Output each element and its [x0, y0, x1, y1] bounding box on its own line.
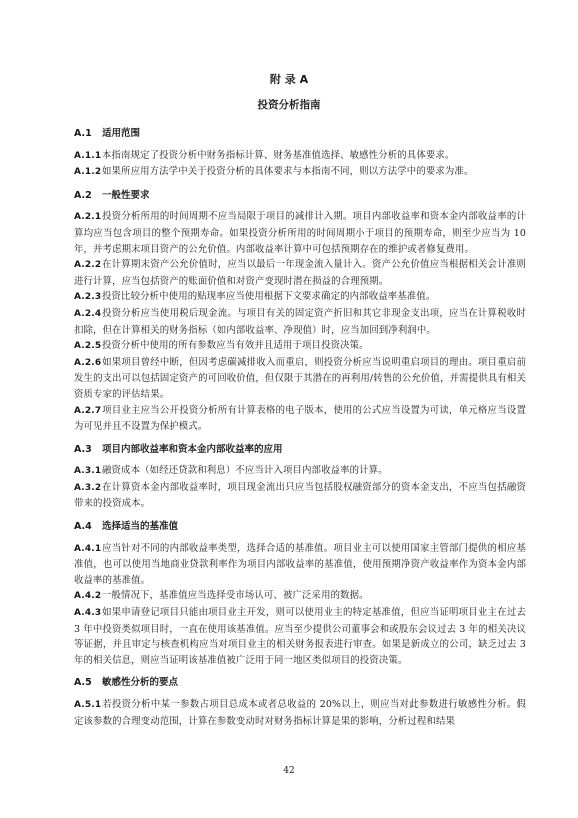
clause-number: A.2.2: [74, 260, 102, 271]
section-title: 敏感性分析的要点: [102, 677, 179, 689]
clause-text: 投资分析应当使用税后现金流。与项目有关的固定资产折旧和其它非现金支出项，应当在计算税收时扣除，但在计算相关的财务指标（如内部收益率、净现值）时，应当加回到净利润中。: [74, 307, 526, 336]
clause: [74, 289, 526, 306]
clause: [74, 605, 526, 668]
clause-number: A.2.5: [74, 341, 102, 352]
section-title: 适用范围: [102, 128, 141, 139]
clause-text: 若投资分析中某一参数占项目总成本或者总收益的 20%以上，则应当对此参数进行敏感性分析。假定该参数的合理变动范围，计算在参数变动时对财务指标计算是果的影响，分析过程和结果: [74, 699, 526, 727]
section-number: A.4: [74, 521, 92, 533]
clause-text: 如果项目曾经中断，但因考虑碳减排收入而重启，则投资分析应当说明重启项目的理由。项目重启前发生的支出可以包括固定资产的可回收价值，但仅限于其潜在的再利用/转售的公允价值，并需提供具有相关资质专家的评估结果。: [74, 356, 526, 400]
section-title: 一般性要求: [102, 189, 150, 201]
clause: [74, 209, 526, 257]
clause: [74, 148, 526, 165]
section-number: A.2: [74, 189, 92, 201]
clause: [74, 355, 526, 403]
clause: [74, 541, 526, 589]
clause: [74, 463, 526, 480]
clause-text: 一般情况下，基准值应当选择受市场认可、被广泛采用的数据。: [102, 590, 369, 602]
clause-text: 如果所应用方法学中关于投资分析的具体要求与本指南不同，则以方法学中的要求为准。: [102, 166, 474, 178]
clause: [74, 164, 526, 181]
clause: [74, 403, 526, 435]
clause-text: 应当针对不同的内部收益率类型，选择合适的基准值。项目业主可以使用国家主管部门提供的相应基准值，也可以使用当地商业贷款利率作为项目内部收益率的基准值，使用预期净资产收益率作为资本金内部收益率的基准值。: [74, 542, 526, 586]
clause: [74, 306, 526, 338]
section-title: 项目内部收益率和资本金内部收益率的应用: [102, 443, 283, 455]
document-body: [74, 126, 526, 729]
clause: [74, 588, 526, 605]
page-number: 42: [283, 766, 295, 776]
clause: [74, 697, 526, 729]
clause-number: A.2.7: [74, 405, 102, 416]
page-title: 投资分析指南: [257, 99, 321, 111]
clause-number: A.3.2: [74, 482, 102, 493]
clause-text: 投资比较分析中使用的贴现率应当使用根据下文要求确定的内部收益率基准值。: [102, 291, 436, 303]
clause-number: A.4.3: [74, 608, 102, 619]
section-number: A.5: [74, 677, 92, 689]
section-heading: [74, 675, 526, 691]
clause-number: A.3.1: [74, 466, 102, 477]
appendix-label: 附 录 A: [269, 73, 309, 86]
section-heading: [74, 188, 526, 204]
clause-text: 投资分析所用的时间周期不应当局限于项目的减排计入期。项目内部收益率和资本金内部收益率的计算均应当包含项目的整个预期寿命。如果投资分析所用的时间周期小于项目的预期寿命，则至少应当为 10 年，并考虑期末项目资产的公允价值。内部收益率计算中可包括预期存在的维护或者修复费用。: [74, 211, 526, 255]
section-heading: [74, 126, 526, 142]
clause-number: A.2.6: [74, 357, 102, 368]
clause: [74, 257, 526, 289]
clause-text: 如果申请登记项目只能由项目业主开发，则可以使用业主的特定基准值，但应当证明项目业主在过去 3 年中投资类似项目时，一直在使用该基准值。应当至少提供公司董事会和或股东会议过去 3 年的相关决议等证据，并且审定与核查机构应当对项目业主的相关财务报表进行审查。如果是新成立的公司，缺乏过去 3 年的相关信息，则应当证明该基准值被广泛用于同一地区类似项目的投资决策。: [74, 607, 526, 666]
section-number: A.3: [74, 443, 92, 455]
clause: [74, 480, 526, 512]
section-heading: [74, 519, 526, 535]
clause-number: A.4.1: [74, 543, 102, 554]
clause-number: A.2.4: [74, 308, 102, 319]
section-number: A.1: [74, 128, 92, 139]
clause: [74, 338, 526, 355]
clause-text: 投资分析中使用的所有参数应当有效并且适用于项目投资决策。: [102, 340, 369, 352]
clause-number: A.5.1: [74, 700, 102, 710]
clause-number: A.2.1: [74, 212, 102, 223]
section-title: 选择适当的基准值: [102, 521, 179, 533]
clause-number: A.2.3: [74, 292, 102, 303]
clause-number: A.1.1: [74, 150, 102, 161]
clause-text: 在计算期末资产公允价值时，应当以最后一年现金流入量计入。资产公允价值应当根据相关会计准则进行计算，应当包括资产的账面价值和对资产变现时潜在损益的合理预期。: [74, 259, 526, 287]
clause-text: 在计算资本金内部收益率时，项目现金流出只应当包括股权融资部分的资本金支出，不应当包括融资带来的投资成本。: [74, 481, 526, 510]
clause-number: A.4.2: [74, 591, 102, 602]
clause-number: A.1.2: [74, 167, 102, 178]
section-heading: [74, 442, 526, 458]
clause-text: 项目业主应当公开投资分析所有计算表格的电子版本，使用的公式应当设置为可读，单元格应当设置为可见并且不设置为保护模式。: [74, 404, 526, 433]
clause-text: 融资成本（如经还贷款和利息）不应当计入项目内部收益率的计算。: [102, 465, 388, 477]
clause-text: 本指南规定了投资分析中财务指标计算、财务基准值选择、敏感性分析的具体要求。: [102, 149, 455, 161]
